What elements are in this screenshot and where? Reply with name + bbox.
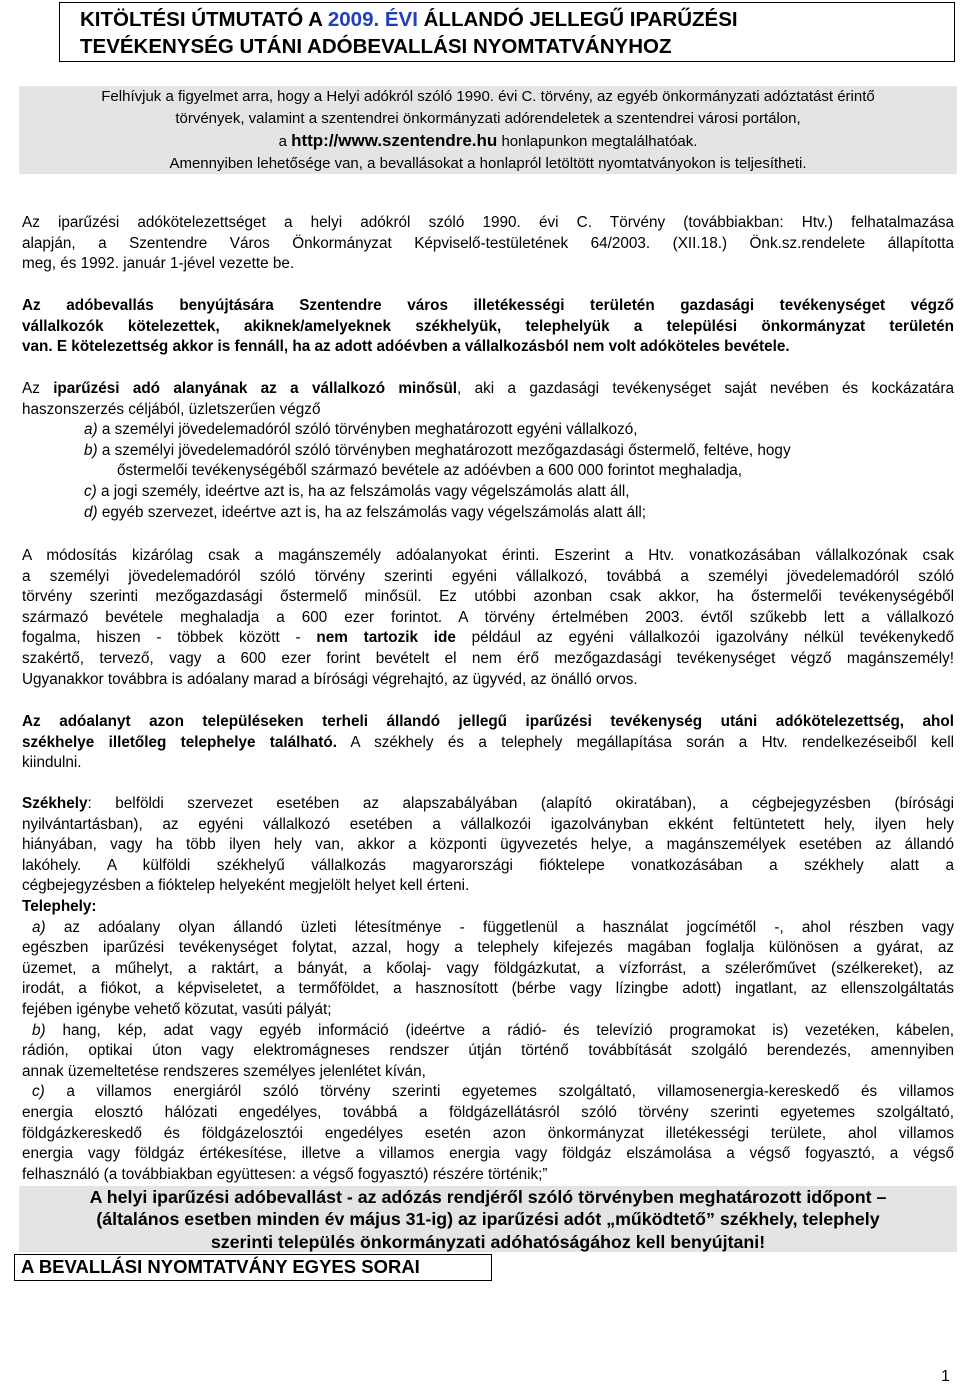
bold-text-run: székhelye illetőleg telephelye található. (22, 733, 337, 751)
paragraph-line: energia vagy földgáz értékesítése, illetve a villamos energia vagy földgáz elszámolása a végső fogyasztó, a végső (22, 1145, 954, 1163)
list-text: a jogi személy, ideértve azt is, ha az felszámolás vagy végelszámolás alatt áll, (96, 482, 630, 500)
paragraph-line: van. E kötelezettség akkor is fennáll, ha az adott adóévben a vállalkozásból nem volt adóköteles bevétele. (22, 338, 790, 356)
list-item-continuation: őstermelői tevékenységéből származó bevétele az adóévben a 600 000 forintot meghaladja, (117, 462, 743, 480)
title-year-highlight: 2009. ÉVI (327, 8, 418, 31)
text-run: például az egyéni vállalkozói igazolvány nélkül tevékenykedő (455, 629, 954, 647)
list-item (22, 482, 954, 503)
paragraph-line: A módosítás kizárólag csak a magánszemély adóalanyokat érinti. Eszerint a Htv. vonatkozásában vállalkozónak csak (22, 547, 954, 564)
paragraph-line: meg, és 1992. január 1-jével vezette be. (22, 255, 295, 273)
seat-site-paragraph (22, 712, 954, 774)
paragraph-line (22, 1021, 954, 1042)
text-run: hang, kép, adat vagy egyéb információ (ideértve a rádió- és televízió programokat is) vezetéken, kábelen, (45, 1021, 954, 1039)
list-label: b) (84, 441, 98, 459)
page-number: 1 (941, 1368, 950, 1385)
obligation-paragraph (22, 296, 954, 358)
notice-line-3-post: honlapunkon megtalálhatóak. (497, 133, 698, 150)
text-run: az adóalany olyan állandó üzleti létesítménye - függetlenül a használat jogcímétől -, ahol részben vagy (45, 918, 954, 936)
paragraph-line: származó bevétele meghaladja a 600 ezer forintot. A törvény értelmében 2003. évtől szűkebb lett a vállalkozó (22, 608, 954, 626)
list-text: egyéb szervezet, ideértve azt is, ha az felszámolás vagy végelszámolás alatt áll; (97, 503, 647, 521)
notice-line-2: törvények, valamint a szentendrei önkormányzati adórendeletek a szentendrei városi portálon, (175, 110, 801, 127)
portal-notice (19, 86, 957, 174)
paragraph-line (22, 379, 954, 400)
paragraph-line: a személyi jövedelemadóról szóló törvény szerinti egyéni vállalkozó, továbbá a személyi jövedelemadóról szóló (22, 567, 954, 585)
paragraph-line: cégbejegyzésben a fióktelep helyeként megjelölt helyet kell érteni. (22, 877, 470, 895)
portal-url-link[interactable]: http://www.szentendre.hu (291, 131, 498, 150)
list-item (22, 420, 954, 441)
paragraph-line: nyilvántartásban), az egyéni vállalkozó esetében a vállalkozói igazolványban ekként feltüntetett hely, ilyen hely (22, 815, 954, 833)
list-label: b) (32, 1021, 46, 1039)
text-run: : belföldi szervezet esetében az alapszabályában (alapító okiratában), a cégbejegyzésben (bírósági (87, 795, 954, 812)
amendment-paragraph (22, 546, 954, 690)
paragraph-line (22, 918, 954, 939)
paragraph-line: energia elosztó hálózati engedélyes, továbbá a földgázellátásról szóló törvény szerinti egyetemes szolgáltató, (22, 1103, 954, 1121)
notice-line-4: Amennyiben lehetősége van, a bevallásokat a honlapról letöltött nyomtatványokon is teljesítheti. (169, 155, 807, 172)
list-label: d) (84, 503, 98, 521)
text-run: A székhely és a telephely megállapítása során a Htv. rendelkezéseiből kell (336, 733, 954, 751)
seat-definition-paragraph (22, 794, 954, 897)
paragraph-line (22, 628, 954, 649)
text-run: Az (22, 380, 54, 397)
title-line-2: TEVÉKENYSÉG UTÁNI ADÓBEVALLÁSI NYOMTATVÁNYHOZ (80, 35, 672, 58)
paragraph-line: földgázkereskedő és földgázelosztói engedélyes esetén azon önkormányzat illetékességi területe, ahol villamos (22, 1124, 954, 1142)
paragraph-line: irodát, a fiókot, a képviseletet, a termőföldet, a hasznosított (bérbe vagy lízingbe adott) ingatlant, az ellenszolgáltatás (22, 980, 954, 998)
title-line-1: KITÖLTÉSI ÚTMUTATÓ A 2009. ÉVI ÁLLANDÓ JELLEGŰ IPARŰZÉSI (80, 8, 738, 31)
paragraph-line: egészben iparűzési tevékenységet folytat, azzal, hogy a telephely kifejezés magában foglalja különösen a gyárat, az (22, 939, 954, 957)
notice-line-3-pre: a (278, 133, 292, 150)
notice-line: szerinti település önkormányzati adóhatóságához kell benyújtani! (210, 1231, 766, 1252)
term-site: Telephely: (22, 898, 97, 915)
bold-text-run: nem tartozik ide (316, 629, 456, 647)
list-item (22, 503, 954, 524)
paragraph-line: rádión, optikai úton vagy elektromágneses rendszer útján történő továbbítását szolgáló berendezés, amennyiben (22, 1042, 954, 1060)
notice-line: (általános esetben minden év május 31-ig) az iparűzési adót „működtető” székhely, telephely (96, 1209, 880, 1230)
list-label: a) (32, 918, 46, 936)
paragraph-line: törvény szerinti mezőgazdasági őstermelő minősül. Ez utóbbi azonban csak akkor, ha őstermelői tevékenységéből (22, 588, 954, 606)
text-run: a villamos energiáról szóló törvény szerinti egyetemes szolgáltató, villamosenergia-kereskedő és villamos (44, 1083, 954, 1101)
notice-line-3 (19, 130, 957, 153)
paragraph-line (22, 733, 954, 754)
paragraph-line: Az adóalanyt azon településeken terheli állandó jellegű iparűzési tevékenység utáni adókötelezettség, ahol (22, 713, 954, 730)
list-label: a) (84, 421, 98, 439)
list-item (22, 441, 954, 462)
paragraph-line: üzemet, a műhelyt, a raktárt, a bányát, a kőolaj- vagy földgázkutat, a vízforrást, a szélerőművet (szélkereket), az (22, 959, 954, 977)
paragraph-line: alapján, a Szentendre Város Önkormányzat Képviselő-testületének 64/2003. (XII.18.) Önk.sz.rendelete állapította (22, 234, 954, 252)
paragraph-line: annak üzemeltetése rendszeres személyes jelenlétet kíván, (22, 1062, 426, 1080)
document-title (59, 2, 955, 62)
term-seat: Székhely (22, 795, 88, 812)
paragraph-line: vállalkozók kötelezettek, akiknek/amelyeknek székhelyük, telephelyük a települési önkormányzat területén (22, 317, 954, 335)
paragraph-line (22, 1082, 954, 1103)
paragraph-line: haszonszerzés céljából, üzletszerűen végző (22, 400, 321, 418)
bold-text-run: iparűzési adó alanyának az a vállalkozó minősül (53, 380, 458, 397)
notice-line: A helyi iparűzési adóbevallást - az adózás rendjéről szóló törvényben meghatározott időpont – (89, 1187, 887, 1207)
paragraph-line: felhasználó (a továbbiakban együttesen: a végső fogyasztó) részére történik;” (22, 1165, 548, 1183)
submission-deadline-notice (19, 1186, 957, 1252)
paragraph-line: fejében igénybe vehető közutat, vasúti pályát; (22, 1000, 332, 1018)
paragraph-line (22, 794, 954, 815)
paragraph-line: hiányában, vagy ha több ilyen hely van, akkor a központi ügyvezetés helye, a magánszemélyek esetében az állandó (22, 836, 954, 854)
text-run: fogalma, hiszen - többek között - (22, 629, 317, 647)
paragraph-line: lakóhely. A külföldi székhelyű vállalkozás magyarországi fióktelepe vonatkozásában a székhely alatt a (22, 856, 954, 874)
site-definition-paragraph (22, 897, 954, 1185)
list-text: a személyi jövedelemadóról szóló törvényben meghatározott mezőgazdasági őstermelő, feltéve, hogy (97, 441, 791, 459)
section-heading: A BEVALLÁSI NYOMTATVÁNY EGYES SORAI (14, 1254, 492, 1281)
notice-line-1: Felhívjuk a figyelmet arra, hogy a Helyi adókról szóló 1990. évi C. törvény, az egyéb önkormányzati adóztatást érintő (101, 88, 875, 105)
paragraph-line: Az iparűzési adókötelezettséget a helyi adókról szóló 1990. évi C. Törvény (továbbiakban: Htv.) felhatalmazása (22, 214, 954, 231)
list-text: a személyi jövedelemadóról szóló törvényben meghatározott egyéni vállalkozó, (97, 421, 638, 439)
paragraph-line: kiindulni. (22, 754, 82, 772)
list-label: c) (84, 482, 97, 500)
text-run: , aki a gazdasági tevékenységet saját nevében és kockázatára (457, 380, 954, 397)
paragraph-line: Az adóbevallás benyújtására Szentendre város illetékességi területén gazdasági tevékenységet végző (22, 297, 954, 314)
paragraph-line: szakértő, tervező, vagy a 600 ezer forint bevételt el nem érő mezőgazdasági tevékenységet végző magánszemély! (22, 649, 954, 667)
paragraph-line: Ugyanakkor továbbra is adóalany marad a bírósági végrehajtó, az ügyvéd, az önálló orvos. (22, 670, 638, 688)
list-label: c) (32, 1083, 45, 1101)
taxpayer-definition-paragraph (22, 379, 954, 523)
legal-basis-paragraph (22, 213, 954, 275)
